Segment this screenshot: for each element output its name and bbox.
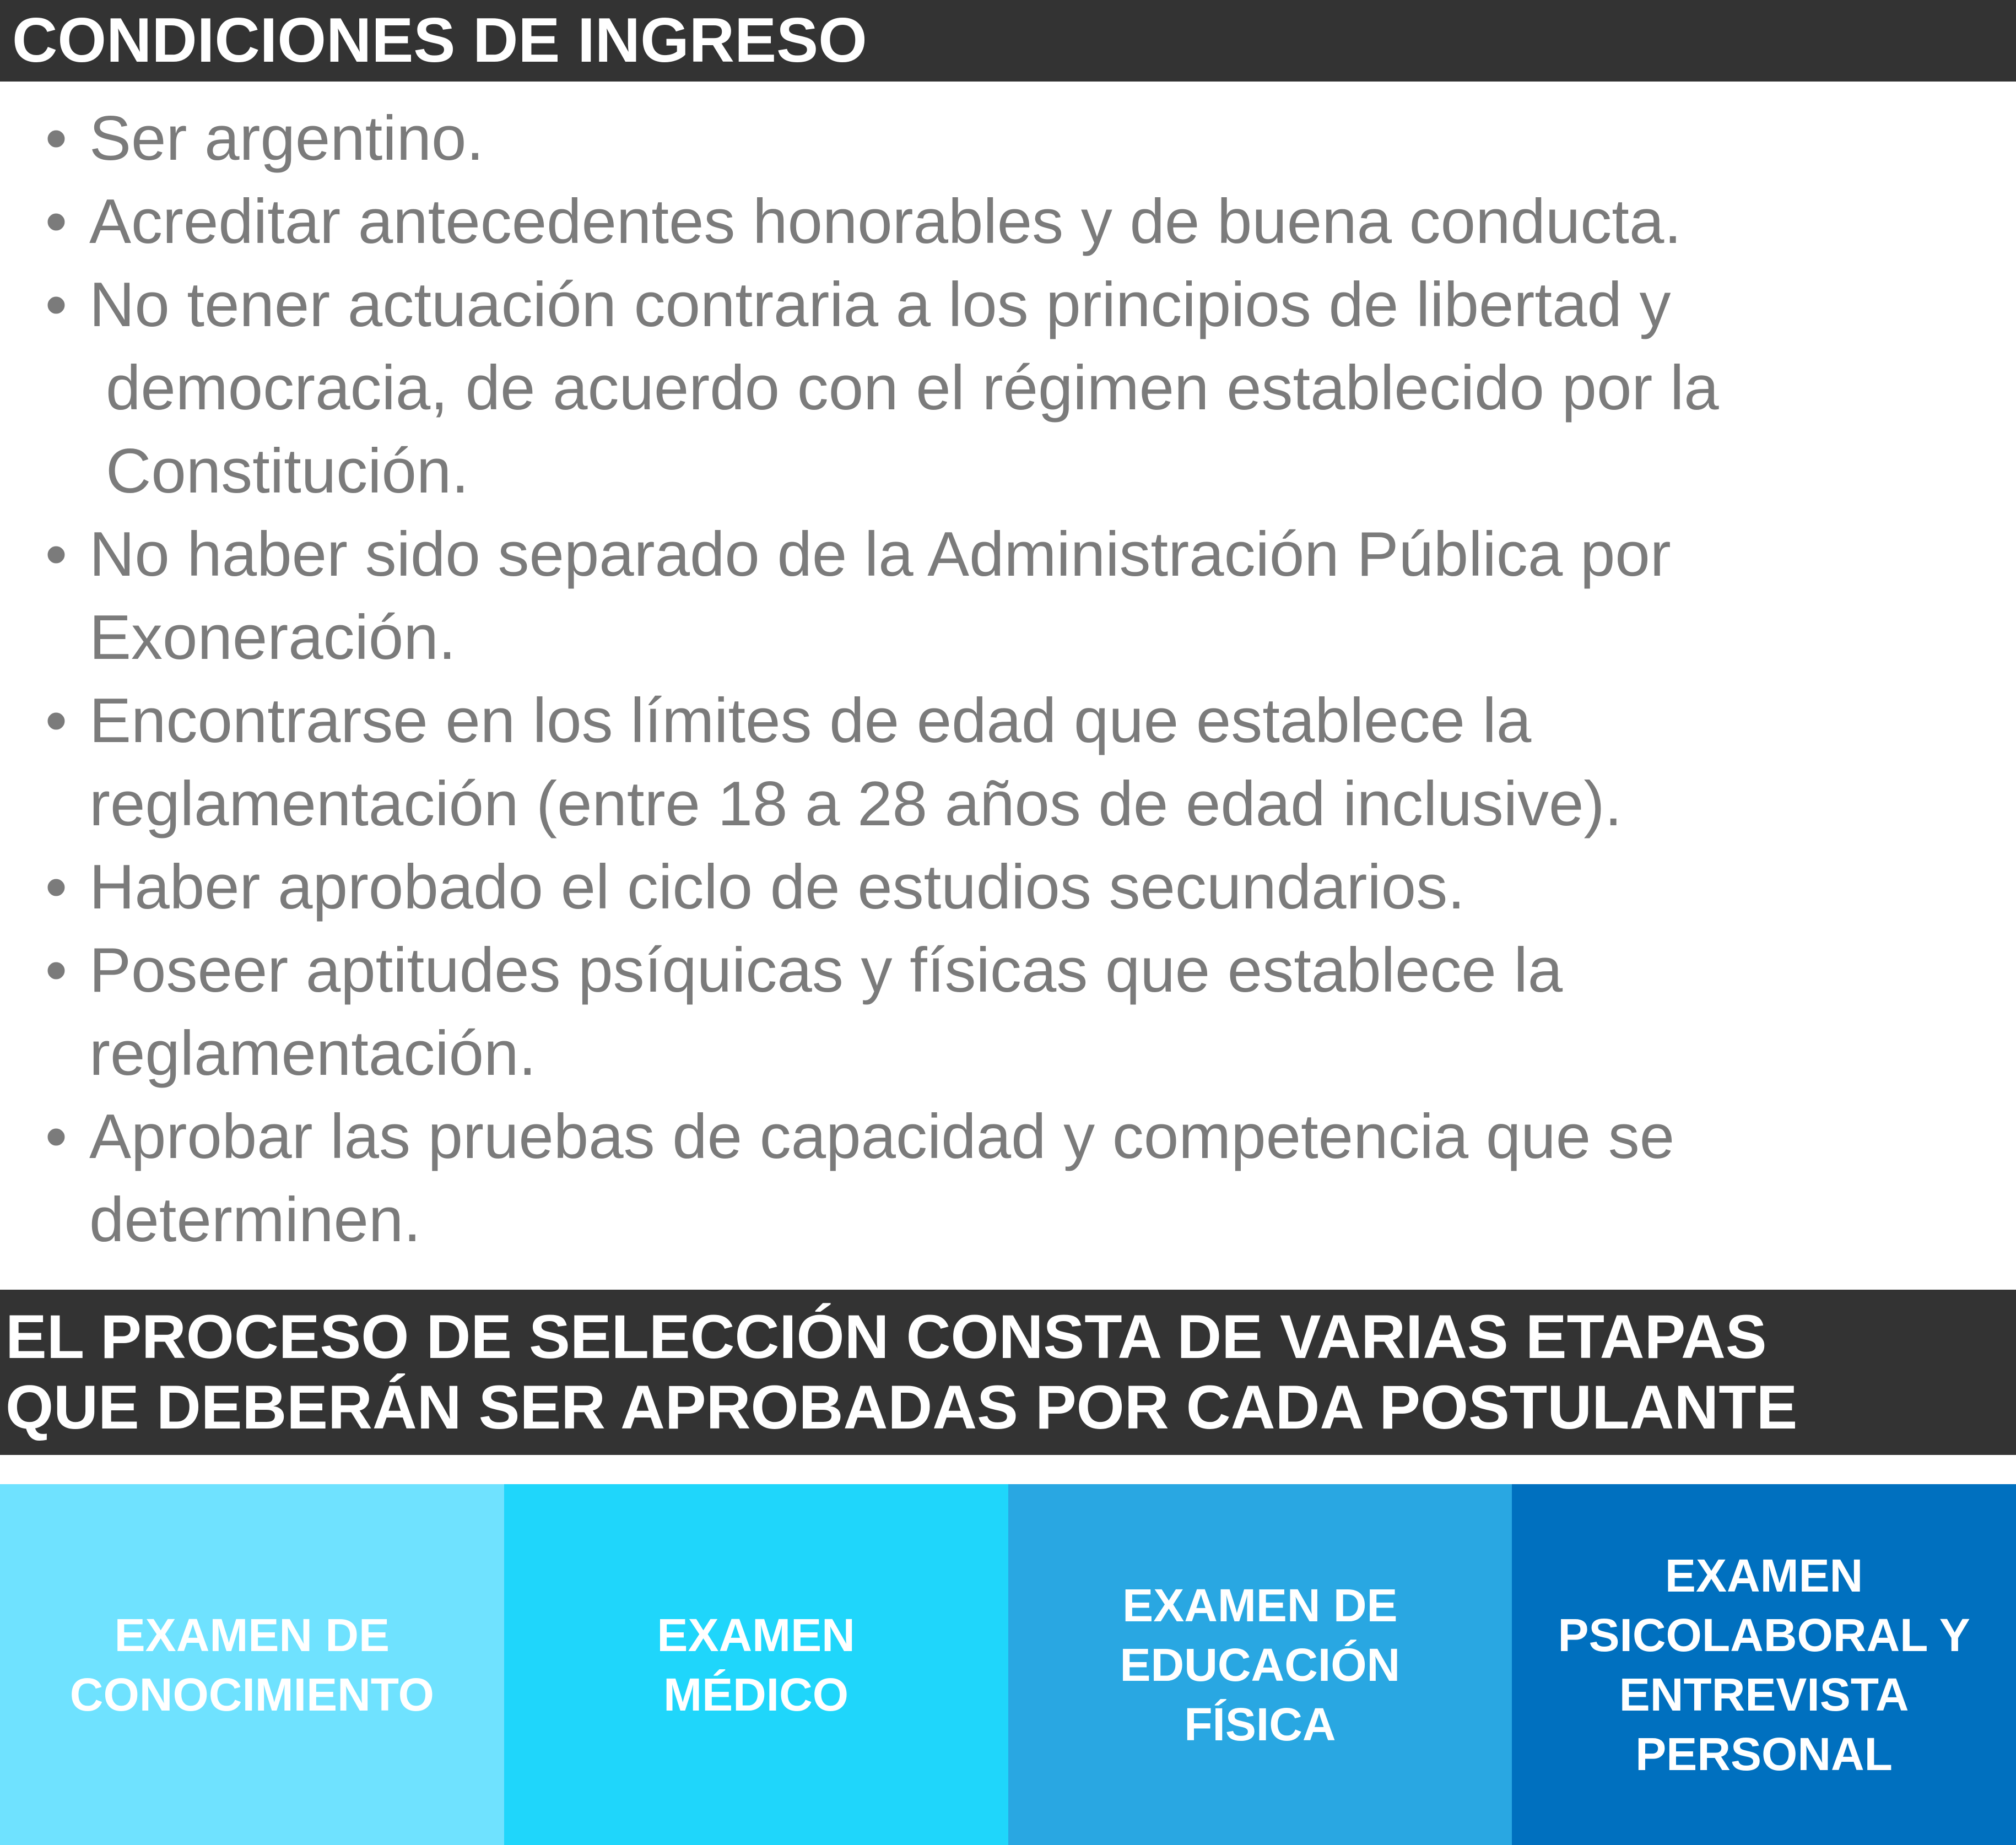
stage-physical-education-exam [1008,1484,1512,1845]
stage-label: FÍSICA [1184,1698,1336,1750]
requirement-text: Poseer aptitudes psíquicas y físicas que establece la [89,935,1563,1005]
requirement-text-continued: Exoneración. [89,603,456,673]
stage-label: EXAMEN DE [1122,1579,1398,1631]
requirement-text-continued: Constitución. [106,436,469,506]
bullet-icon: • [45,270,67,340]
bullet-icon: • [45,1102,67,1172]
requirement-text: Haber aprobado el ciclo de estudios secundarios. [89,852,1465,922]
bullet-icon: • [45,104,67,174]
stage-label: PERSONAL [1635,1728,1893,1780]
requirement-text-continued: reglamentación. [89,1019,537,1089]
section-title-process [0,1290,2016,1455]
requirement-text: Encontrarse en los límites de edad que establece la [89,686,1532,756]
bullet-icon: • [45,935,67,1005]
process-title-line: QUE DEBERÁN SER APROBADAS POR CADA POSTULANTE [6,1373,1798,1442]
stage-label: EXAMEN [657,1609,855,1661]
selection-stages [0,1484,2016,1845]
stage-label: CONOCIMIENTO [69,1668,434,1720]
bullet-icon: • [45,187,67,257]
stage-knowledge-exam [0,1484,504,1845]
stage-label: EDUCACIÓN [1120,1638,1401,1691]
stage-label: EXAMEN [1664,1549,1863,1601]
list-item [45,263,1985,513]
list-item [45,180,1985,263]
list-item [45,513,1985,679]
stage-label: MÉDICO [663,1668,849,1720]
list-item [45,1095,1985,1262]
list-item [45,929,1985,1095]
requirement-text: Ser argentino. [89,104,484,174]
bullet-icon: • [45,520,67,589]
requirements-list [45,97,1985,1262]
list-item [45,846,1985,929]
requirement-text: Acreditar antecedentes honorables y de buena conducta. [89,187,1682,257]
requirement-text-continued: determinen. [89,1185,421,1255]
process-title-line: EL PROCESO DE SELECCIÓN CONSTA DE VARIAS ETAPAS [6,1302,1767,1371]
bullet-icon: • [45,852,67,922]
stage-label: EXAMEN DE [114,1609,390,1661]
stage-psycholabor-exam [1512,1484,2016,1845]
stage-label: PSICOLABORAL Y [1558,1609,1970,1661]
list-item [45,679,1985,846]
conditions-title-text: CONDICIONES DE INGRESO [12,6,867,75]
requirement-text: No haber sido separado de la Administración Pública por [89,520,1671,589]
requirement-text: Aprobar las pruebas de capacidad y competencia que se [89,1102,1675,1172]
requirement-text-continued: democracia, de acuerdo con el régimen establecido por la [106,353,1719,423]
stage-label: ENTREVISTA [1619,1668,1909,1720]
bullet-icon: • [45,686,67,756]
stage-medical-exam [504,1484,1008,1845]
requirement-text: No tener actuación contraria a los principios de libertad y [89,270,1671,340]
requirement-text-continued: reglamentación (entre 18 a 28 años de edad inclusive). [89,769,1623,839]
list-item [45,97,1985,180]
section-title-conditions [0,0,2016,82]
